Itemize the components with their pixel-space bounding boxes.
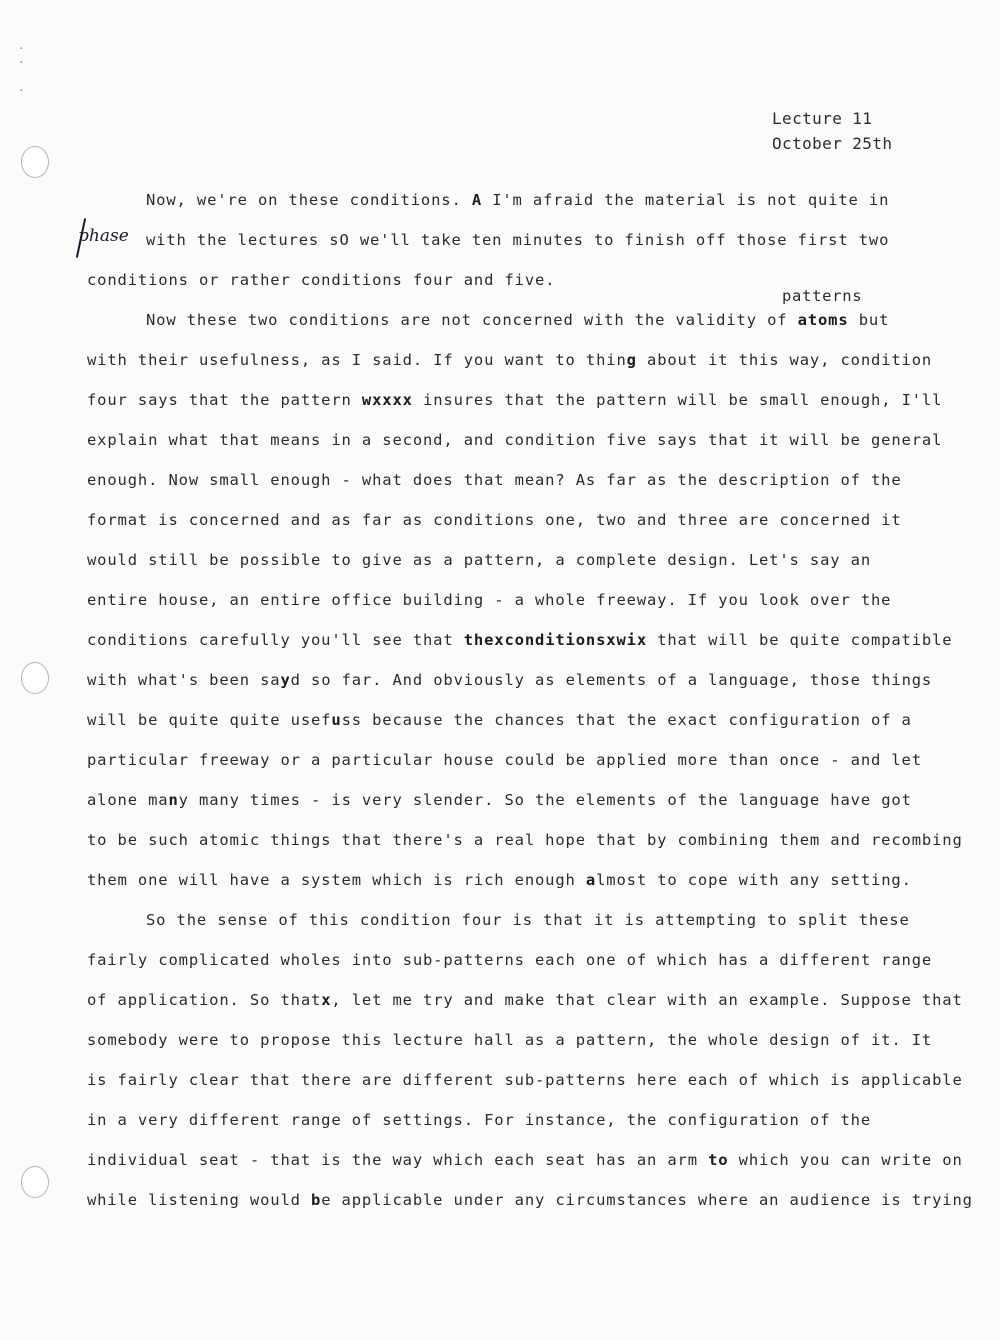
punch-hole (21, 662, 49, 694)
line-text: explain what that means in a second, and condition five says that it will be general (87, 431, 943, 449)
text-line (87, 470, 902, 490)
line-text: ss because the chances that the exact configuration of a (341, 711, 912, 729)
line-text: conditions carefully you'll see that (87, 631, 464, 649)
handwritten-correction: phase (78, 226, 129, 246)
text-line (87, 590, 891, 610)
text-line (87, 990, 963, 1010)
line-text: y many times - is very slender. So the elements of the language have got (178, 791, 912, 809)
text-line (87, 550, 871, 570)
line-text: lmost to cope with any setting. (596, 871, 912, 889)
overstrike-text: u (331, 711, 342, 729)
line-text: I'm afraid the material is not quite in (482, 191, 890, 209)
punch-hole (21, 146, 49, 178)
line-text: Now, we're on these conditions. (146, 191, 472, 209)
line-text: which you can write on (728, 1151, 963, 1169)
text-line (87, 430, 942, 450)
text-line (87, 1150, 963, 1170)
line-text: will be quite quite usef (87, 711, 332, 729)
text-line (87, 630, 952, 650)
text-line (87, 1030, 932, 1050)
text-line (87, 350, 932, 370)
text-line (87, 790, 912, 810)
line-text: with the lectures sO we'll take ten minutes to finish off those first two (146, 231, 890, 249)
line-text: e applicable under any circumstances where an audience is trying (321, 1191, 973, 1209)
line-text: So the sense of this condition four is that it is attempting to split these (146, 911, 910, 929)
line-text: is fairly clear that there are different sub-patterns here each of which is applicable (87, 1071, 963, 1089)
text-line (87, 750, 922, 770)
line-text: enough. Now small enough - what does that mean? As far as the description of the (87, 471, 902, 489)
overstrike-text: n (168, 791, 179, 809)
overstrike-text: y (280, 671, 291, 689)
text-line (87, 950, 932, 970)
line-text: format is concerned and as far as conditions one, two and three are concerned it (87, 511, 902, 529)
line-text: , let me try and make that clear with an example. Suppose that (331, 991, 963, 1009)
text-line (87, 710, 912, 730)
text-line (87, 1190, 973, 1210)
line-text: conditions or rather conditions four and five. (87, 271, 556, 289)
line-text: somebody were to propose this lecture hall as a pattern, the whole design of it. It (87, 1031, 933, 1049)
text-line (146, 310, 889, 330)
text-line (87, 1110, 871, 1130)
lecture-header (772, 106, 892, 156)
overstrike-text: b (311, 1191, 322, 1209)
line-text: d so far. And obviously as elements of a language, those things (290, 671, 933, 689)
line-text: that will be quite compatible (647, 631, 953, 649)
line-text: would still be possible to give as a pattern, a complete design. Let's say an (87, 551, 871, 569)
line-text: insures that the pattern will be small enough, I'll (412, 391, 943, 409)
line-text: them one will have a system which is rich enough (87, 871, 586, 889)
overstrike-text: x (321, 991, 332, 1009)
text-line (146, 910, 910, 930)
line-text: four says that the pattern (87, 391, 362, 409)
text-line (87, 1070, 963, 1090)
text-line (146, 190, 889, 210)
line-text: in a very different range of settings. For instance, the configuration of the (87, 1111, 871, 1129)
text-line (87, 870, 912, 890)
overstrike-text: to (708, 1151, 729, 1169)
overstrike-text: g (626, 351, 637, 369)
punch-hole (21, 1166, 49, 1198)
overstrike-text: a (585, 871, 597, 889)
paper-speck: · · · (18, 42, 25, 97)
lecture-number: Lecture 11 (772, 109, 873, 128)
text-line (87, 390, 942, 410)
text-line (87, 510, 902, 530)
line-text: of application. So that (87, 991, 322, 1009)
line-text: particular freeway or a particular house could be applied more than once - and let (87, 751, 922, 769)
overstrike-text: atoms (797, 311, 849, 329)
line-text: alone ma (87, 791, 169, 809)
overstrike-text: wxxxx (361, 391, 413, 409)
line-text: about it this way, condition (636, 351, 933, 369)
text-line (87, 830, 963, 850)
line-text: but (848, 311, 890, 329)
line-text: entire house, an entire office building - a whole freeway. If you look over the (87, 591, 892, 609)
line-text: while listening would (87, 1191, 311, 1209)
line-text: with their usefulness, as I said. If you want to thin (87, 351, 627, 369)
text-line (146, 230, 889, 250)
line-text: with what's been sa (87, 671, 281, 689)
line-text: Now these two conditions are not concerned with the validity of (146, 311, 798, 329)
overstrike-text: thexconditionsxwix (463, 631, 648, 649)
line-text: individual seat - that is the way which each seat has an arm (87, 1151, 709, 1169)
typed-insertion: patterns (782, 287, 863, 305)
line-text: fairly complicated wholes into sub-patterns each one of which has a different range (87, 951, 933, 969)
overstrike-text: A (471, 191, 483, 209)
lecture-date: October 25th (772, 134, 893, 153)
text-line (87, 270, 555, 290)
line-text: to be such atomic things that there's a real hope that by combining them and recombing (87, 831, 963, 849)
text-line (87, 670, 932, 690)
